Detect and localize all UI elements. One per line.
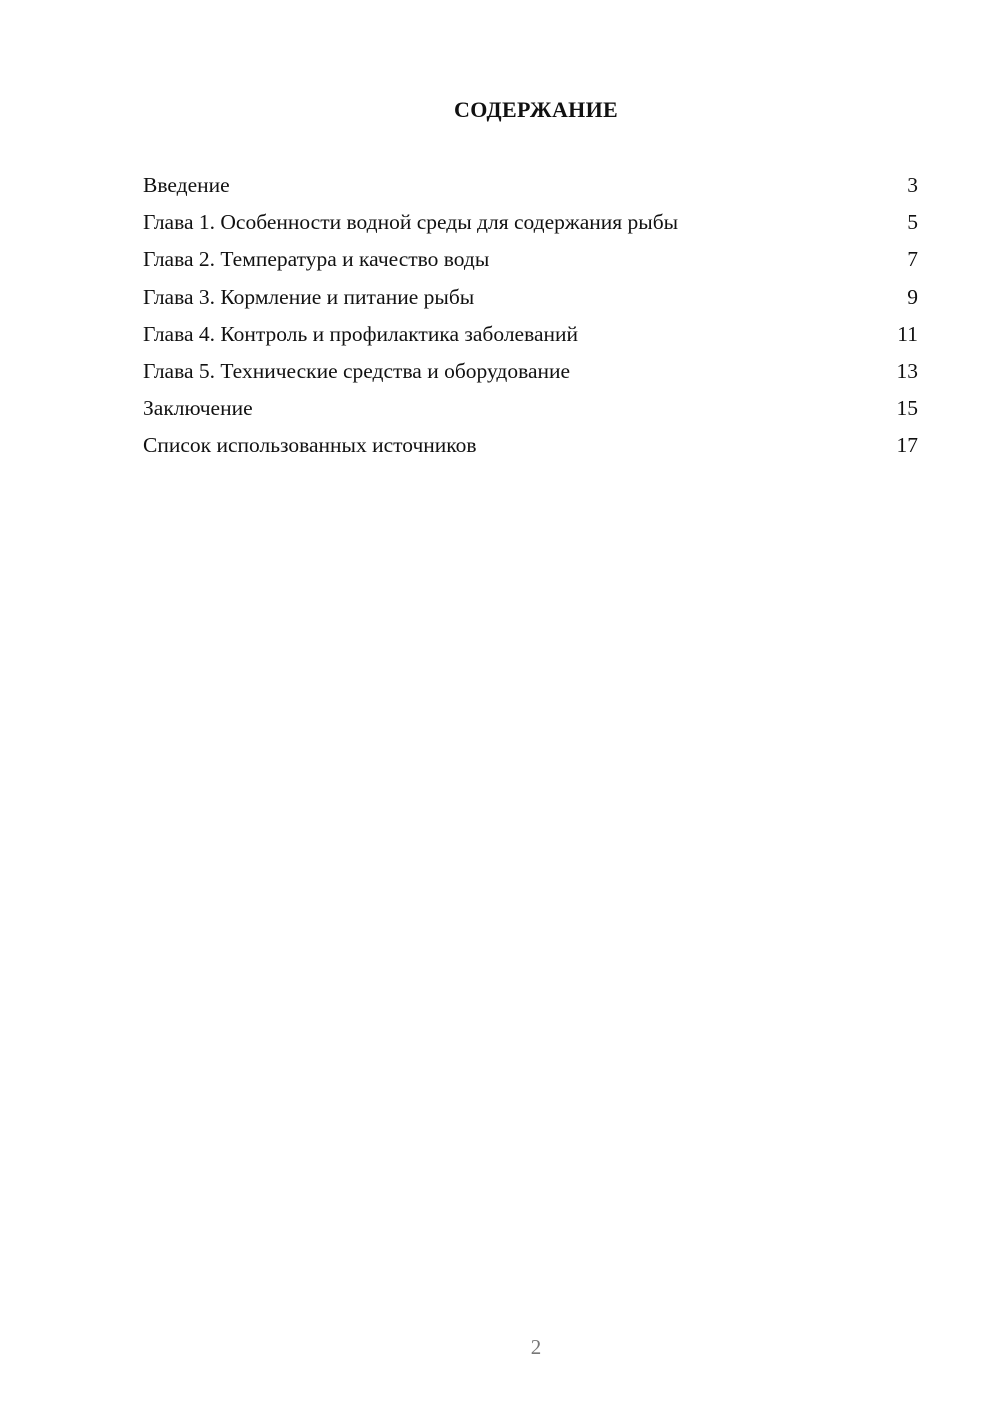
toc-entry [143, 356, 918, 393]
toc-entry-page: 5 [907, 210, 918, 235]
toc-entry-page: 15 [896, 396, 918, 421]
toc-list [143, 170, 918, 468]
page-number: 2 [530, 1335, 542, 1359]
toc-entry-label: Глава 3. Кормление и питание рыбы [143, 284, 475, 309]
toc-entry [143, 207, 918, 244]
toc-entry-label: Глава 2. Температура и качество воды [143, 247, 490, 272]
toc-title: СОДЕРЖАНИЕ [454, 97, 618, 122]
toc-entry-page: 9 [907, 284, 918, 309]
toc-entry-page: 11 [897, 321, 918, 346]
toc-entry-label: Список использованных источников [143, 433, 477, 458]
toc-entry-label: Заключение [143, 396, 253, 421]
toc-entry-page: 7 [907, 247, 918, 272]
toc-entry-label: Глава 4. Контроль и профилактика заболеваний [143, 321, 579, 346]
toc-entry [143, 282, 918, 319]
toc-entry-page: 17 [896, 433, 918, 458]
toc-entry [143, 244, 918, 281]
toc-entry-page: 3 [907, 173, 918, 197]
toc-entry-label: Глава 1. Особенности водной среды для содержания рыбы [143, 210, 679, 235]
toc-entry [143, 430, 918, 467]
toc-entry-label: Введение [143, 173, 230, 197]
toc-entry-page: 13 [896, 358, 918, 383]
toc-entry-label: Глава 5. Технические средства и оборудование [143, 358, 571, 383]
toc-entry [143, 170, 918, 207]
toc-entry [143, 393, 918, 430]
toc-entry [143, 319, 918, 356]
